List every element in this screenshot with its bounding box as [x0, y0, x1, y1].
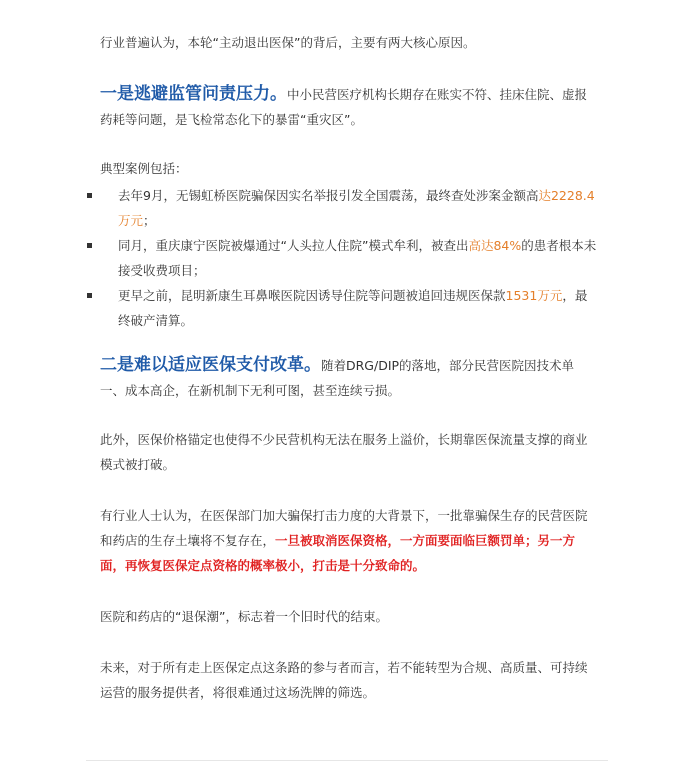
- case-text-end: 的患者根本未接受收费项目；: [118, 238, 597, 278]
- bullet-icon: [87, 243, 92, 248]
- cases-label: 典型案例包括：: [100, 161, 188, 176]
- reason2-text: 随着DRG/DIP的落地，部分民营医院因技术单一、成本高企，在新机制下无利可图，甚至连续亏损。: [100, 358, 575, 398]
- industry-paragraph: [100, 503, 598, 578]
- case-text-end: ，最终破产清算。: [118, 288, 588, 328]
- case-text-end: ；: [143, 213, 156, 228]
- case-highlight: 高达84%: [468, 238, 522, 253]
- reason2-heading: 二是难以适应医保支付改革。: [100, 355, 321, 375]
- list-item: [100, 233, 598, 283]
- pricing-paragraph: 此外，医保价格锚定也使得不少民营机构无法在服务上溢价，长期靠医保流量支撑的商业模式被打破。: [100, 432, 588, 472]
- case-text: 去年9月，无锡虹桥医院骗保因实名举报引发全国震荡，最终查处涉案金额高: [118, 188, 539, 203]
- industry-text: 有行业人士认为，在医保部门加大骗保打击力度的大背景下，一批靠骗保生存的民营医院和药店的生存土壤将不复存在，: [100, 508, 588, 548]
- case-highlight: 1531万元: [505, 288, 563, 303]
- case-text: 更早之前，昆明新康生耳鼻喉医院因诱导住院等问题被追回违规医保款: [118, 288, 506, 303]
- bullet-icon: [87, 193, 92, 198]
- case-highlight: 达2228.4万元: [118, 188, 595, 228]
- list-item: [100, 183, 598, 233]
- case-text: 同月，重庆康宁医院被爆通过“人头拉人住院”模式牟利，被查出: [118, 238, 469, 253]
- reason1-heading: 一是逃避监管问责压力。: [100, 84, 287, 104]
- trend-paragraph: 医院和药店的“退保潮”，标志着一个旧时代的结束。: [100, 609, 388, 624]
- bullet-icon: [87, 293, 92, 298]
- reason1-paragraph: [100, 82, 598, 132]
- intro-paragraph: 行业普遍认为，本轮“主动退出医保”的背后，主要有两大核心原因。: [100, 35, 476, 50]
- reason1-text: 中小民营医疗机构长期存在账实不符、挂床住院、虚报药耗等问题，是飞检常态化下的暴雷“重灾区”。: [100, 87, 588, 127]
- case-list: [100, 183, 598, 333]
- article-body: [100, 30, 598, 705]
- future-paragraph: 未来，对于所有走上医保定点这条路的参与者而言，若不能转型为合规、高质量、可持续运营的服务提供者，将很难通过这场洗牌的筛选。: [100, 660, 588, 700]
- list-item: [100, 283, 598, 333]
- industry-emphasis: 一旦被取消医保资格，一方面要面临巨额罚单；另一方面，再恢复医保定点资格的概率极小，打击是十分致命的。: [100, 533, 576, 573]
- footer-divider: [86, 760, 608, 761]
- reason2-paragraph: [100, 353, 598, 403]
